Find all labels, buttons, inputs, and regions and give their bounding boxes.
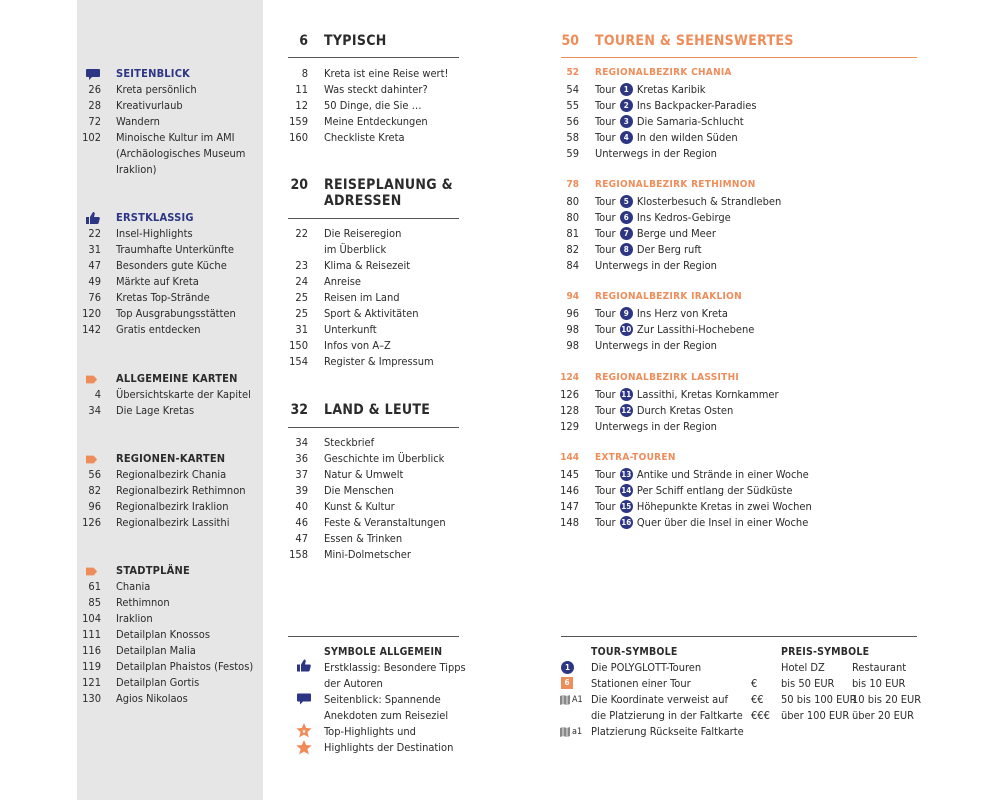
toc-row[interactable]: 31 Unterkunft — [295, 323, 377, 336]
toc-row[interactable]: 119 Detailplan Phaistos (Festos) — [82, 660, 254, 673]
region-number: 124 — [560, 372, 579, 383]
highlight-star-icon — [296, 740, 312, 755]
price-hotel: bis 50 EUR — [781, 677, 835, 690]
toc-row[interactable]: 4 Übersichtskarte der Kapitel — [94, 388, 251, 401]
chapter-number: 20 — [290, 177, 308, 193]
toc-row: Iraklion) — [116, 163, 157, 176]
toc-row[interactable]: 36 Geschichte im Überblick — [295, 452, 445, 465]
legend-title: TOUR-SYMBOLE — [591, 646, 678, 658]
toc-row[interactable]: 26 Kreta persönlich — [88, 83, 197, 96]
legend-text: der Autoren — [324, 677, 383, 690]
map-coordinate-code: a1 — [572, 727, 583, 737]
legend-text: die Platzierung in der Faltkarte — [591, 709, 743, 722]
toc-row[interactable]: 54 Tour 1 Kretas Karibik — [566, 83, 706, 96]
region-title[interactable]: EXTRA-TOUREN — [595, 452, 676, 463]
section-title: STADTPLÄNE — [116, 564, 190, 577]
tour-number-badge: 14 — [621, 486, 632, 495]
chapter-list-reiseplanung — [278, 226, 468, 370]
toc-row[interactable]: 40 Kunst & Kultur — [295, 500, 395, 513]
toc-row[interactable]: 98 Unterwegs in der Region — [566, 339, 717, 352]
chapter-title[interactable]: LAND & LEUTE — [324, 402, 431, 418]
chapter-number: 50 — [561, 33, 579, 49]
toc-row[interactable]: 121 Detailplan Gortis — [82, 676, 200, 689]
toc-row[interactable]: 159 Meine Entdeckungen — [289, 115, 428, 128]
tour-number-badge: 6 — [620, 211, 633, 224]
legend-text: Seitenblick: Spannende — [324, 693, 441, 706]
thumbs-up-icon — [86, 212, 100, 224]
sidebar-section-stadtplaene — [82, 563, 261, 707]
toc-row[interactable]: 25 Sport & Aktivitäten — [295, 307, 419, 320]
toc-row: im Überblick — [324, 243, 387, 256]
tour-station-badge: 6 — [561, 677, 573, 689]
legend-text: Platzierung Rückseite Faltkarte — [591, 725, 744, 738]
chapter-list-land-leute — [278, 435, 468, 563]
speech-bubble-icon — [297, 693, 311, 705]
toc-row[interactable]: 28 Kreativurlaub — [88, 99, 183, 112]
price-hotel: 50 bis 100 EUR — [781, 693, 857, 706]
region-list-rethimnon — [548, 194, 928, 274]
chapter-title-line2[interactable]: ADRESSEN — [324, 193, 402, 209]
toc-row[interactable]: 31 Traumhafte Unterkünfte — [88, 243, 234, 256]
chapter-list-typisch — [278, 66, 468, 146]
tour-number-badge: 12 — [621, 406, 632, 415]
toc-row[interactable]: 147 Tour 15 Höhepunkte Kretas in zwei Wochen — [560, 500, 812, 513]
toc-row[interactable]: 47 Essen & Trinken — [295, 532, 403, 545]
toc-row[interactable]: 59 Unterwegs in der Region — [566, 147, 717, 160]
region-list-chania — [548, 82, 928, 162]
toc-row[interactable]: 85 Rethimnon — [88, 596, 170, 609]
toc-row: (Archäologisches Museum — [116, 147, 246, 160]
legend-text: Anekdoten zum Reiseziel — [324, 709, 449, 722]
toc-row[interactable]: 58 Tour 4 In den wilden Süden — [566, 131, 738, 144]
price-restaurant: über 20 EUR — [852, 709, 914, 722]
section-title: ERSTKLASSIG — [116, 211, 194, 224]
sidebar-section-seitenblick — [82, 66, 261, 178]
tour-number-badge: 11 — [621, 390, 632, 399]
toc-row[interactable]: 111 Detailplan Knossos — [82, 628, 211, 641]
divider — [288, 57, 459, 58]
tour-number-badge: 4 — [620, 131, 633, 144]
tour-number-badge: 13 — [621, 470, 632, 479]
price-symbol: € — [751, 677, 758, 690]
toc-row[interactable]: 142 Gratis entdecken — [82, 323, 201, 336]
price-restaurant: 10 bis 20 EUR — [852, 693, 922, 706]
toc-row[interactable]: 23 Klima & Reisezeit — [295, 259, 411, 272]
tour-number-badge: 8 — [620, 243, 633, 256]
legend-text: Erstklassig: Besondere Tipps — [324, 661, 466, 674]
toc-row[interactable]: 56 Tour 3 Die Samaria-Schlucht — [566, 115, 744, 128]
toc-row[interactable]: 82 Regionalbezirk Rethimnon — [88, 484, 246, 497]
tour-number-badge: 1 — [561, 661, 574, 674]
region-title[interactable]: REGIONALBEZIRK IRAKLION — [595, 291, 742, 302]
legend-title: SYMBOLE ALLGEMEIN — [324, 646, 443, 658]
toc-row[interactable]: 126 Regionalbezirk Lassithi — [82, 516, 230, 529]
region-list-lassithi — [548, 387, 928, 435]
region-number: 144 — [560, 452, 579, 463]
region-number: 94 — [566, 291, 579, 302]
map-tag-icon — [86, 374, 98, 385]
region-title[interactable]: REGIONALBEZIRK RETHIMNON — [595, 179, 756, 190]
toc-row[interactable]: 96 Tour 9 Ins Herz von Kreta — [566, 307, 728, 320]
toc-row[interactable]: 39 Die Menschen — [295, 484, 394, 497]
chapter-number: 32 — [290, 402, 308, 418]
chapter-title[interactable]: TYPISCH — [324, 33, 387, 49]
toc-row[interactable]: 148 Tour 16 Quer über die Insel in einer Woche — [560, 516, 809, 529]
tour-number-badge: 9 — [620, 307, 633, 320]
toc-row[interactable]: 80 Tour 6 Ins Kedros-Gebirge — [566, 211, 731, 224]
toc-row[interactable]: 81 Tour 7 Berge und Meer — [566, 227, 716, 240]
map-tag-icon — [86, 566, 98, 577]
toc-row[interactable]: 150 Infos von A–Z — [289, 339, 391, 352]
toc-row[interactable]: 24 Anreise — [295, 275, 361, 288]
toc-row[interactable]: 96 Regionalbezirk Iraklion — [88, 500, 229, 513]
region-list-extra-touren — [548, 467, 928, 531]
toc-row[interactable]: 46 Feste & Veranstaltungen — [295, 516, 446, 529]
legend-title: PREIS-SYMBOLE — [781, 646, 870, 658]
toc-row[interactable]: 22 Insel-Highlights — [88, 227, 193, 240]
toc-row[interactable]: 128 Tour 12 Durch Kretas Osten — [560, 404, 734, 417]
tour-number-badge: 7 — [620, 227, 633, 240]
divider — [561, 636, 917, 637]
toc-row[interactable]: 12 50 Dinge, die Sie … — [295, 99, 422, 112]
toc-row[interactable]: 98 Tour 10 Zur Lassithi-Hochebene — [566, 323, 755, 336]
toc-row[interactable]: 49 Märkte auf Kreta — [88, 275, 199, 288]
map-coordinate-code: A1 — [572, 695, 583, 705]
toc-row[interactable]: 116 Detailplan Malia — [82, 644, 196, 657]
price-restaurant: bis 10 EUR — [852, 677, 906, 690]
toc-row[interactable]: 129 Unterwegs in der Region — [560, 420, 717, 433]
svg-text:★: ★ — [301, 729, 307, 735]
toc-row[interactable]: 145 Tour 13 Antike und Strände in einer Woche — [560, 468, 809, 481]
price-column-header: Restaurant — [852, 661, 907, 674]
divider — [288, 218, 459, 219]
region-title[interactable]: REGIONALBEZIRK LASSITHI — [595, 372, 740, 383]
toc-row[interactable]: 126 Tour 11 Lassithi, Kretas Kornkammer — [560, 388, 779, 401]
tour-number-badge: 3 — [620, 115, 633, 128]
toc-row[interactable]: 102 Minoische Kultur im AMI — [82, 131, 235, 144]
sidebar-section-allgemeine-karten — [86, 371, 261, 419]
legend-text: Top-Highlights und — [324, 725, 416, 738]
toc-row[interactable]: 158 Mini-Dolmetscher — [289, 548, 411, 561]
toc-row[interactable]: 56 Regionalbezirk Chania — [88, 468, 227, 481]
toc-row[interactable]: 72 Wandern — [88, 115, 160, 128]
toc-row[interactable]: 146 Tour 14 Per Schiff entlang der Südküste — [560, 484, 793, 497]
region-number: 52 — [566, 67, 579, 78]
divider — [288, 427, 459, 428]
toc-row[interactable]: 120 Top Ausgrabungsstätten — [82, 307, 236, 320]
toc-row[interactable]: 25 Reisen im Land — [295, 291, 400, 304]
legend-text: Stationen einer Tour — [591, 677, 691, 690]
toc-row[interactable]: 55 Tour 2 Ins Backpacker-Paradies — [566, 99, 757, 112]
speech-bubble-icon — [86, 69, 100, 80]
map-tag-icon — [86, 454, 98, 465]
folded-map-icon — [560, 695, 570, 705]
toc-row[interactable]: 34 Die Lage Kretas — [88, 404, 195, 417]
divider — [561, 57, 917, 58]
toc-row[interactable]: 11 Was steckt dahinter? — [295, 83, 428, 96]
tour-number-badge: 2 — [620, 99, 633, 112]
tour-number-badge: 16 — [621, 518, 632, 527]
toc-row[interactable]: 22 Die Reiseregion — [295, 227, 402, 240]
toc-row[interactable]: 154 Register & Impressum — [289, 355, 434, 368]
tour-number-badge: 5 — [620, 195, 633, 208]
region-list-iraklion — [548, 306, 928, 354]
section-title: ALLGEMEINE KARTEN — [116, 372, 238, 385]
toc-row[interactable]: 104 Iraklion — [82, 612, 153, 625]
toc-row[interactable]: 84 Unterwegs in der Region — [566, 259, 717, 272]
toc-row[interactable]: 76 Kretas Top-Strände — [88, 291, 210, 304]
region-title[interactable]: REGIONALBEZIRK CHANIA — [595, 67, 732, 78]
thumbs-up-icon — [297, 659, 311, 672]
sidebar-section-regionen-karten — [82, 451, 261, 531]
top-highlight-star-icon — [296, 723, 312, 738]
toc-row[interactable]: 61 Chania — [88, 580, 151, 593]
region-number: 78 — [566, 179, 579, 190]
chapter-title[interactable]: REISEPLANUNG & — [324, 177, 453, 193]
divider — [288, 636, 459, 637]
toc-row[interactable]: 37 Natur & Umwelt — [295, 468, 404, 481]
section-title: SEITENBLICK — [116, 67, 191, 80]
toc-row[interactable]: 47 Besonders gute Küche — [88, 259, 227, 272]
price-symbol: €€ — [751, 693, 764, 706]
toc-row[interactable]: 82 Tour 8 Der Berg ruft — [566, 243, 702, 256]
folded-map-icon — [560, 727, 570, 737]
legend-text: Die Koordinate verweist auf — [591, 693, 728, 706]
tour-number-badge: 15 — [621, 502, 632, 511]
toc-row[interactable]: 8 Kreta ist eine Reise wert! — [301, 67, 449, 80]
toc-row[interactable]: 34 Steckbrief — [295, 436, 375, 449]
toc-row[interactable]: 160 Checkliste Kreta — [289, 131, 405, 144]
legend-text: Die POLYGLOTT-Touren — [591, 661, 702, 674]
tour-number-badge: 1 — [620, 83, 633, 96]
price-symbol: €€€ — [751, 709, 770, 722]
tour-number-badge: 10 — [621, 325, 632, 334]
legend-text: Highlights der Destination — [324, 741, 454, 754]
price-hotel: über 100 EUR — [781, 709, 850, 722]
chapter-number: 6 — [299, 33, 308, 49]
price-column-header: Hotel DZ — [781, 661, 825, 674]
sidebar-section-erstklassig — [82, 210, 261, 338]
toc-row[interactable]: 130 Agios Nikolaos — [82, 692, 188, 705]
section-title: REGIONEN-KARTEN — [116, 452, 226, 465]
toc-row[interactable]: 80 Tour 5 Klosterbesuch & Strandleben — [566, 195, 782, 208]
chapter-title[interactable]: TOUREN & SEHENSWERTES — [595, 33, 794, 49]
